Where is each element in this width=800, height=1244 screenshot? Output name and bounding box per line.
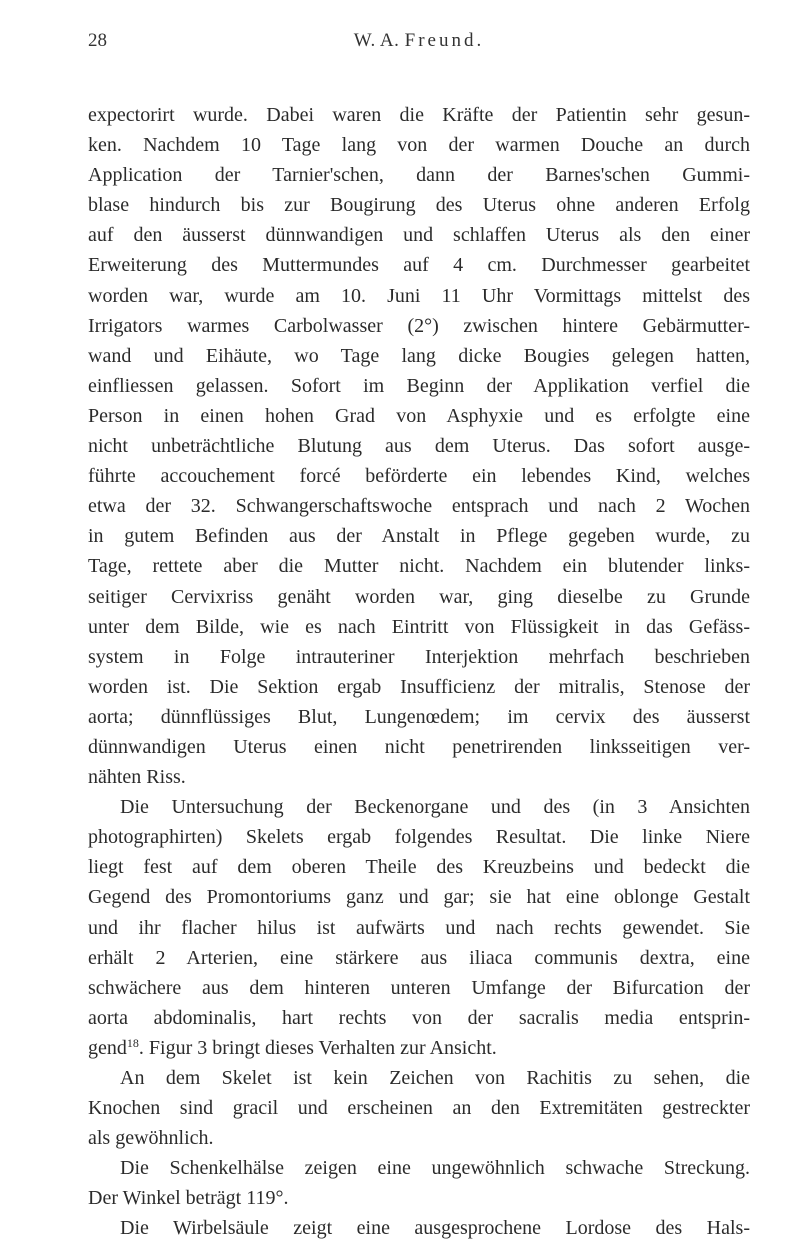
- text-line-with-footnote: [88, 1033, 750, 1063]
- text-line: system in Folge intrauteriner Interjektion mehrfach beschrieben: [88, 645, 750, 668]
- paragraph-5: [88, 1213, 750, 1243]
- text-line: photographirten) Skelets ergab folgendes Resultat. Die linke Niere: [88, 826, 750, 849]
- text-line: dünnwandigen Uterus einen nicht penetrirenden linksseitigen ver-: [88, 735, 750, 758]
- book-page: [88, 30, 750, 1244]
- paragraph-1: [88, 100, 750, 792]
- author-initials: W. A.: [353, 30, 400, 51]
- text-line: schwächere aus dem hinteren unteren Umfange der Bifurcation der: [88, 976, 750, 999]
- text-line: worden ist. Die Sektion ergab Insufficienz der mitralis, Stenose der: [88, 675, 750, 698]
- text-line: aorta; dünnflüssiges Blut, Lungenœdem; im cervix des äusserst: [88, 705, 750, 728]
- text-line: nicht unbeträchtliche Blutung aus dem Uterus. Das sofort ausge-: [88, 435, 750, 458]
- text-line: erhält 2 Arterien, eine stärkere aus iliaca communis dextra, eine: [88, 946, 750, 969]
- text-line: auf den äusserst dünnwandigen und schlaffen Uterus als den einer: [88, 224, 750, 247]
- text-line: unter dem Bilde, wie es nach Eintritt von Flüssigkeit in das Gefäss-: [88, 615, 750, 638]
- text-line: Knochen sind gracil und erscheinen an den Extremitäten gestreckter: [88, 1097, 750, 1120]
- page-number: 28: [88, 30, 107, 51]
- author-surname: Freund.: [404, 30, 485, 51]
- text-line: worden war, wurde am 10. Juni 11 Uhr Vormittags mittelst des: [88, 284, 750, 307]
- text-line: Der Winkel beträgt 119°.: [88, 1187, 289, 1210]
- text-line: seitiger Cervixriss genäht worden war, ging dieselbe zu Grunde: [88, 585, 750, 608]
- text-line: blase hindurch bis zur Bougirung des Uterus ohne anderen Erfolg: [88, 194, 750, 217]
- text-line: wand und Eihäute, wo Tage lang dicke Bougies gelegen hatten,: [88, 344, 750, 367]
- text-line: aorta abdominalis, hart rechts von der sacralis media entsprin-: [88, 1006, 750, 1029]
- text-line: einfliessen gelassen. Sofort im Beginn der Applikation verfiel die: [88, 374, 750, 397]
- text-line: Die Wirbelsäule zeigt eine ausgesprochene Lordose des Hals-: [120, 1217, 750, 1240]
- paragraph-2: [88, 792, 750, 1063]
- text-line: in gutem Befinden aus der Anstalt in Pflege gegeben wurde, zu: [88, 525, 750, 548]
- text-line: expectorirt wurde. Dabei waren die Kräfte der Patientin sehr gesun-: [88, 104, 750, 126]
- text-line: Tage, rettete aber die Mutter nicht. Nachdem ein blutender links-: [88, 555, 750, 578]
- text-line: ken. Nachdem 10 Tage lang von der warmen Douche an durch: [88, 134, 750, 157]
- text-line: Person in einen hohen Grad von Asphyxie und es erfolgte eine: [88, 404, 750, 427]
- text-fragment: gend: [88, 1036, 127, 1059]
- running-head: [88, 30, 750, 52]
- text-line: Die Schenkelhälse zeigen eine ungewöhnlich schwache Streckung.: [120, 1157, 750, 1180]
- footnote-reference[interactable]: 18: [126, 1035, 139, 1050]
- text-line: An dem Skelet ist kein Zeichen von Rachitis zu sehen, die: [120, 1067, 750, 1089]
- page-header: [88, 30, 750, 56]
- text-line: nähten Riss.: [88, 766, 186, 789]
- text-line: etwa der 32. Schwangerschaftswoche entsprach und nach 2 Wochen: [88, 495, 750, 518]
- text-line: Die Untersuchung der Beckenorgane und des (in 3 Ansichten: [120, 796, 750, 819]
- paragraph-4: [88, 1153, 750, 1213]
- text-line: als gewöhnlich.: [88, 1127, 214, 1150]
- body-text: [88, 100, 750, 1244]
- text-line: Erweiterung des Muttermundes auf 4 cm. Durchmesser gearbeitet: [88, 254, 750, 277]
- text-line: Gegend des Promontoriums ganz und gar; sie hat eine oblonge Gestalt: [88, 886, 750, 909]
- text-line: Application der Tarnier'schen, dann der Barnes'schen Gummi-: [88, 164, 750, 187]
- paragraph-3: [88, 1063, 750, 1153]
- text-line: Irrigators warmes Carbolwasser (2°) zwischen hintere Gebärmutter-: [88, 314, 750, 337]
- text-fragment: . Figur 3 bringt dieses Verhalten zur Ansicht.: [138, 1036, 497, 1059]
- text-line: führte accouchement forcé beförderte ein lebendes Kind, welches: [88, 465, 750, 488]
- text-line: liegt fest auf dem oberen Theile des Kreuzbeins und bedeckt die: [88, 856, 750, 879]
- text-line: und ihr flacher hilus ist aufwärts und nach rechts gewendet. Sie: [88, 916, 750, 939]
